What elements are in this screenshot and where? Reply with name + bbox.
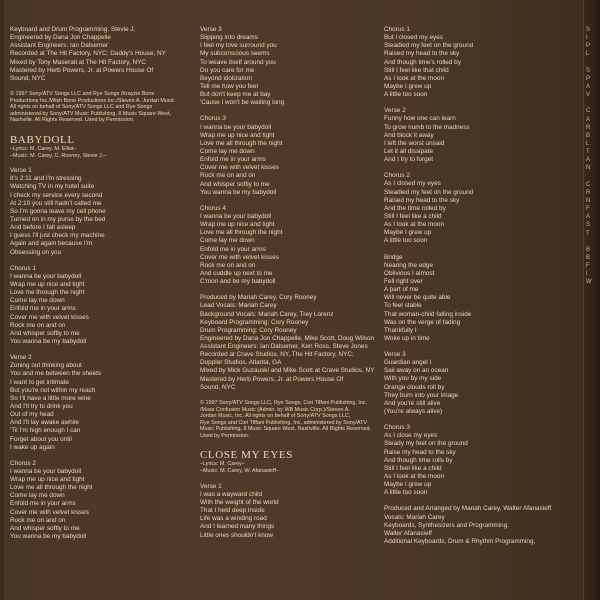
text-line: As I look at the moon [384,74,445,82]
text-line: A little too soon [384,91,428,99]
text-line: And whisper softly to me [10,329,80,337]
text-line: Keyboards, Synthesizers and Programming: [384,521,510,529]
text-line: Rock me on and on [200,261,256,269]
text-line: Come lay me down [10,492,65,500]
text-line: Mixed by Tony Maserati at The Hit Factory, NYC [10,58,147,66]
text-line: Steadied my feet on the ground [384,42,474,50]
text-line: Forget about you until [10,435,72,443]
production-credits [384,505,570,546]
text-line: Turned on in my purse by the bed [10,215,106,223]
text-line: Wrap me up nice and tight [10,476,85,484]
text-line: A little too soon [384,489,428,497]
text-line: © 1997 Sony/ATV Songs LLC, Rye Songs, Cori Tiffani Publishing, Inc. [200,399,368,406]
text-line: As I look at the moon [384,473,445,481]
text-line: Used by Permission. [200,432,250,439]
text-line: Little ones shouldn't know [200,531,273,539]
text-line: Come lay me down [200,237,255,245]
text-line: C [586,181,591,188]
verse-lines [200,34,378,107]
text-line: You wanna be my babydoll [200,188,277,196]
section-label: Verse 3 [384,351,406,359]
song-credits [10,146,188,159]
text-line: S [586,67,591,74]
text-line: So I'm gonna leave my cell phone [10,207,106,215]
text-line: Obsessing on you [10,248,62,256]
text-line: Zoning out thinking about [10,362,82,370]
text-line: Enfold me in your arms [10,305,76,313]
text-line: –Lyrics: M. Carey, M. Elliot– [10,145,77,152]
text-line: Do you care for me [200,66,255,74]
text-line: Jordan Music, Inc. All rights on behalf of Sony/ATV Songs LLC, [200,413,351,420]
chorus-lines [384,432,570,497]
text-line: Productions Inc./Wish Bone Productions Inc./Steven A. Jordan Music [10,97,175,104]
text-line: P [586,43,591,50]
text-line: Assistant Engineers: Ian Dalsemer, Ken Ross, Steve Jones [200,343,368,351]
text-line: You wanna be my babydoll [10,533,87,541]
adjacent-page-edge [583,0,600,600]
text-line: Love me all through the night [200,229,283,237]
verse-lines [10,362,188,452]
text-line: That woman-child falling inside [384,310,472,318]
text-line: Engineered by Dana Jon Chappelle, Mike Scott, Doug Wilson [200,334,375,342]
copyright-notice [200,400,378,440]
song-title: CLOSE MY EYES [200,449,293,462]
text-line: A [586,116,591,123]
text-line: Rock me on and on [10,516,66,524]
song-title: BABYDOLL [10,133,75,146]
section-label: Verse 1 [10,167,32,175]
text-line: T [586,230,590,237]
text-line: Music Publishing, 8 Music Square West, Nashville. All Rights Reserved. [200,426,371,433]
text-line: /Mass Confusion Music (Admin. by WB Music Corp.)/Steven A. [200,406,350,413]
text-line: Nashville. All Rights Reserved. Used by Permission. [10,117,135,124]
text-line: Rock me on and on [200,172,256,180]
section-label: Chorus 2 [384,172,410,180]
text-line: I [586,35,588,42]
text-line: 'Til I'm high enough I can [10,427,81,435]
text-line: To grow numb to the madness [384,123,470,131]
text-line: And though time's rolled by [384,58,461,66]
column-3 [384,26,570,546]
chorus-lines [10,273,188,346]
text-line: L [586,51,590,58]
text-line: P [586,75,591,82]
text-line: B [586,132,591,139]
text-line: Lead Vocals: Mariah Carey [200,302,277,310]
section-label: Bridge [384,253,403,261]
text-line: Wrap me up nice and tight [200,221,275,229]
text-line: Steadied my feet on the ground [384,188,474,196]
text-line: Tell me how you feel [200,82,258,90]
text-line: As I closed my eyes [384,180,441,188]
text-line: Love me all through the night [10,484,93,492]
text-line: Oblivious I almost [384,269,435,277]
text-line: And though time rolls by [384,456,453,464]
text-line: –Music: M. Carey, W. Afanasieff– [200,468,279,475]
text-line: Assistant Engineers: Ian Dalsemer [10,42,109,50]
text-line: Steady my feet on the ground [384,440,468,448]
text-line: Additional Keyboards, Drum & Rhythm Programming, [384,538,536,546]
text-line: So I'll have a little more wine [10,394,91,402]
text-line: S [586,222,591,229]
text-line: Still I feel like a child [384,212,442,220]
chorus-lines [10,468,188,541]
text-line: Thankfully I [384,326,417,334]
text-line: Orange clouds roll by [384,383,445,391]
text-line: They burn into your image [384,391,459,399]
section-label: Chorus 4 [200,204,226,212]
text-line: I feel my love surround you [200,42,277,50]
text-line: Come lay me down [200,147,255,155]
text-line: C'mon and be my babydoll [200,278,276,286]
text-line: And cuddle up next to me [200,269,273,277]
text-line: Recorded at Crave Studios, NY, The Hit Factory, NYC; [200,351,354,359]
text-line: Come lay me down [10,297,65,305]
text-line: Maybe I grew up [384,481,432,489]
text-line: L [586,140,590,147]
text-line: I was a wayward child [200,490,263,498]
text-line: –Music: M. Carey, C. Rooney, Stevie J.– [10,152,107,159]
text-line: Still I feel like that child [384,66,449,74]
text-line: Again and again because I'm [10,240,93,248]
text-line: N [586,197,591,204]
text-line: And block it away [384,131,434,139]
text-line: Was on the verge of fading [384,318,461,326]
text-line [584,238,600,246]
text-line: A [586,83,591,90]
text-line: B [586,246,591,253]
chorus-lines [200,124,378,197]
text-line: I wanna be your babydoll [10,467,82,475]
text-line: –Lyrics: M. Carey– [200,461,245,468]
section-label: Verse 2 [10,354,32,362]
text-line: Raised my head to the sky [384,50,460,58]
text-line: Rye Songs and Cori Tiffani Publishing, Inc. administered by Sony/ATV [200,419,367,426]
text-line: Produced by Mariah Carey, Cory Rooney [200,294,317,302]
text-line: Funny how one can learn [384,115,456,123]
section-label: Chorus 3 [200,115,226,123]
text-line: administered by Sony/ATV Music Publishing, 8 Music Square West, [10,110,171,117]
text-line: Doppler Studios, Atlanta, GA [200,359,282,367]
text-line: Enfold me in your arms [200,245,266,253]
text-line: Still I feel like a child [384,464,442,472]
text-line: Background Vocals: Mariah Carey, Trey Lorenz [200,310,334,318]
text-line: F [586,206,590,213]
chorus-lines [384,180,570,245]
text-line: V [586,92,591,99]
text-line: Cover me with velvet kisses [10,508,89,516]
text-line: Produced and Arranged by Mariah Carey, Walter Afanasieff [384,505,552,513]
text-line: As I look at the moon [384,221,445,229]
text-line: Woke up in time [384,334,430,342]
section-label: Verse 1 [200,482,222,490]
spine-shadow [0,0,4,600]
text-line: I want to get intimate [10,378,69,386]
text-line: Guardian angel I [384,359,432,367]
verse-lines [10,175,188,256]
text-line: All rights on behalf of Sony/ATV Songs LLC and Rye Songs [10,104,153,111]
text-line: W [586,279,592,286]
text-line [584,99,600,107]
production-credits [200,294,378,392]
text-line: Life was a winding road [200,515,267,523]
text-line: Rock me on and on [10,321,66,329]
text-line: I wanna be your babydoll [200,123,272,131]
text-line: That I held deep inside [200,507,265,515]
text-line: Keyboard Programming: Cory Rooney [200,318,309,326]
text-line: 'Cause I won't be waiting long [200,99,285,107]
verse-lines [384,359,570,416]
text-line: A [586,214,591,221]
text-line: Maybe I grew up [384,82,432,90]
text-line: Raise my head to the sky [384,448,456,456]
text-line: To weave itself around you [200,58,276,66]
chorus-lines [384,34,570,99]
text-line: And whisper softly to me [10,524,80,532]
text-line: You and me between the sheets [10,370,102,378]
text-line: As I close my eyes [384,432,438,440]
column-2 [200,26,378,540]
text-line: Mastered by Herb Powers, Jr. at Powers House Of [10,66,154,74]
text-line: To feel stable [384,302,422,310]
text-line: A little too soon [384,237,428,245]
section-label: Chorus 1 [10,264,36,272]
copyright-notice [10,91,188,124]
text-line: Cover me with velvet kisses [200,253,279,261]
header-credits [10,26,188,83]
text-line: F [586,263,590,270]
text-line: Sound, NYC [10,74,46,82]
column-1 [10,26,188,541]
text-line: Enfold me in your arms [200,156,266,164]
text-line: And I try to forget [384,156,434,164]
text-line: Let it all dissipate [384,147,434,155]
text-line: And I learned many things [200,523,275,531]
text-line: Love me all through the night [200,139,283,147]
song-credits [200,461,378,474]
text-line: A part of me [384,286,419,294]
text-line: Mastered by Herb Powers, Jr. at Powers House Of [200,375,344,383]
text-line: My subconscious seems [200,50,270,58]
text-line: Mixed by Mick Guzauski and Mike Scott at Crave Studios, NY [200,367,375,375]
text-line: I check my service every second [10,191,103,199]
text-line: A [586,157,591,164]
text-line: Wrap me up nice and tight [10,280,85,288]
text-line: But I closed my eyes [384,34,443,42]
text-line: Watching TV in my hotel suite [10,183,95,191]
text-line: Beyond idolization [200,74,252,82]
text-line: And you're still alive [384,399,441,407]
text-line: Raised my head to the sky [384,196,460,204]
text-line: And whisper softly to me [200,180,270,188]
text-line: And I'll lay awake awhile [10,419,80,427]
text-line: And before I fall asleep [10,224,76,232]
text-line: Engineered by Dana Jon Chappelle [10,34,111,42]
text-line [584,173,600,181]
text-line: (You're always alive) [384,408,443,416]
text-line: R [586,124,591,131]
text-line: It's 2:11 and I'm stressing [10,175,82,183]
text-line: R [586,189,591,196]
text-line: Drum Programming: Cory Rooney [200,326,297,334]
section-label: Chorus 2 [10,459,36,467]
text-line: But you're not within my reach [10,386,96,394]
bridge-lines [384,262,570,343]
text-line: I guess I'll just check my machine [10,232,105,240]
text-line: I [586,271,588,278]
text-line: Keyboard and Drum Programming: Stevie J. [10,26,136,33]
text-line: C [586,108,591,115]
section-label: Chorus 3 [384,424,410,432]
text-line: At 2:10 you still hadn't called me [10,199,102,207]
text-line: I wanna be your babydoll [200,212,272,220]
text-line: And the time rolled by [384,204,446,212]
verse-lines [200,491,378,540]
text-line: Walter Afanasieff [384,529,432,537]
text-line: Fell right over [384,277,423,285]
text-line: I wake up again [10,443,55,451]
section-label: Verse 2 [384,107,406,115]
text-line: Recorded at The Hit Factory, NYC; Daddy's House, NY [10,50,166,58]
text-line: Cover me with velvet kisses [200,164,279,172]
text-line: Will never be quite able [384,294,451,302]
text-line: I left the worst unsaid [384,139,445,147]
text-line: B [586,254,591,261]
text-line: Out of my head [10,411,54,419]
text-line: Sound, NYC [200,383,236,391]
text-line: But don't keep me at bay [200,91,271,99]
edge-fragments [584,0,600,287]
chorus-lines [200,213,378,286]
text-line: Maybe I grew up [384,229,432,237]
text-line: Enfold me in your arms [10,500,76,508]
text-line: Love me through the night [10,289,85,297]
text-line: You wanna be my babydoll [10,337,87,345]
section-label: Chorus 1 [384,26,410,33]
text-line: Slipping into dreams [200,34,258,42]
text-line: And I'll try to drink you [10,402,73,410]
section-label: Verse 3 [200,26,222,33]
text-line: Cover me with velvet kisses [10,313,89,321]
text-line: With the weight of the world [200,498,279,506]
text-line: N [586,165,591,172]
text-line [584,59,600,67]
text-line: T [586,149,590,156]
text-line: Sail away on an ocean [384,367,449,375]
text-line: With you by my side [384,375,442,383]
text-line: S [586,27,591,33]
text-line: Nearing the edge [384,261,434,269]
text-line: © 1997 Sony/ATV Songs LLC and Rye Songs /Krayzie Bone [10,90,155,97]
text-line: Vocals: Mariah Carey [384,513,445,521]
verse-lines [384,115,570,164]
text-line: Wrap me up nice and tight [200,131,275,139]
text-line: I wanna be your babydoll [10,272,82,280]
